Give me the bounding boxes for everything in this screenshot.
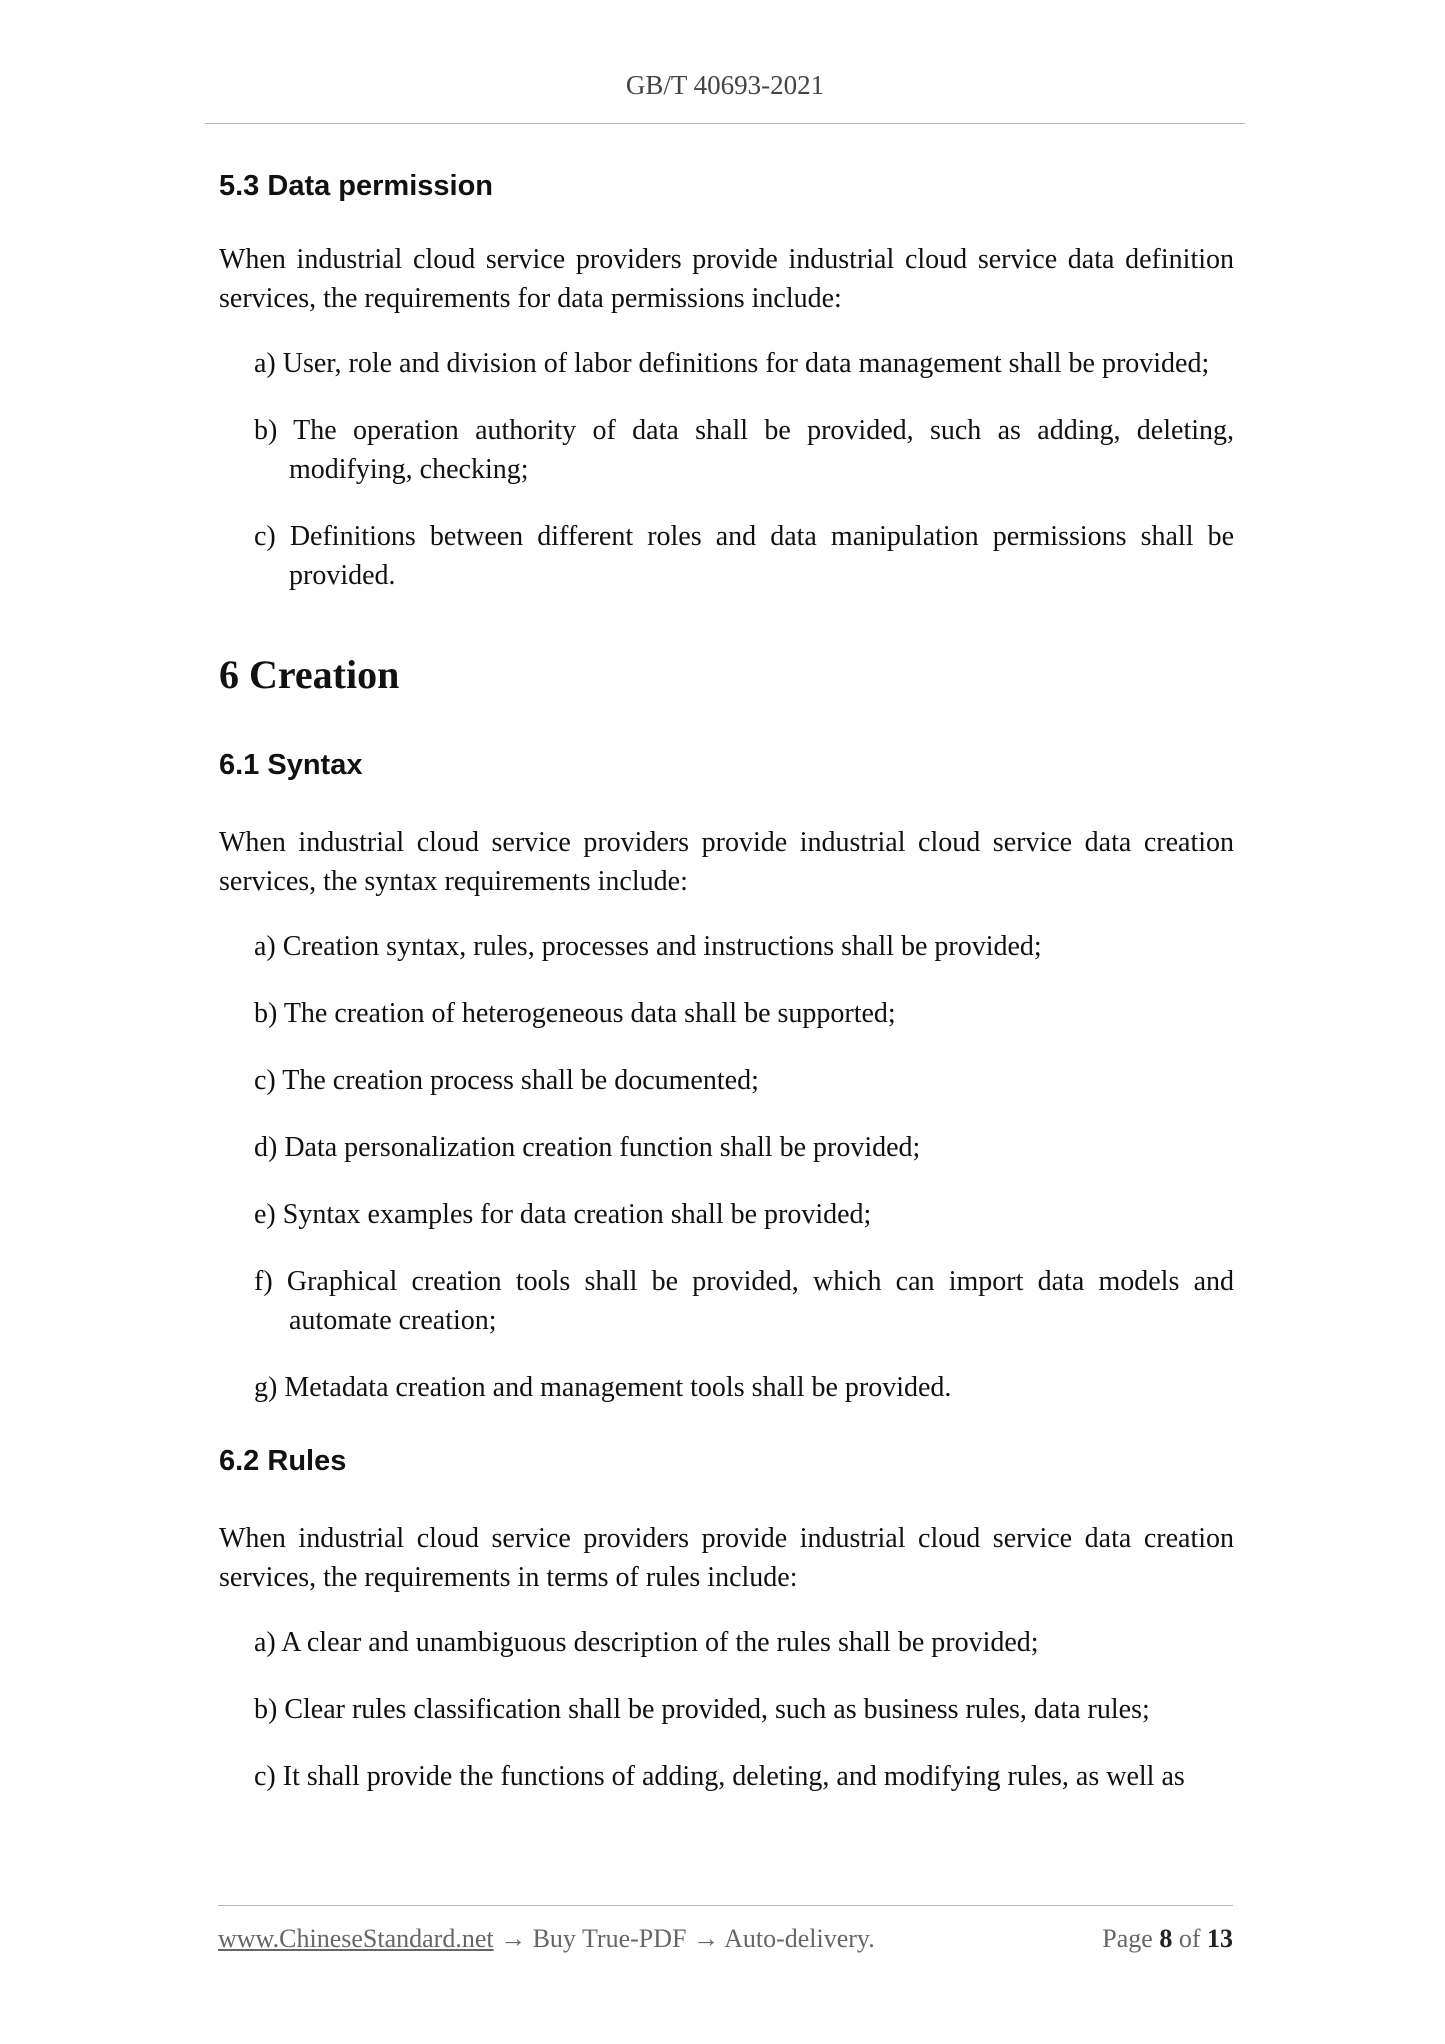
section-5-3-title: 5.3 Data permission [219,170,493,202]
site-link[interactable]: www.ChineseStandard.net [218,1924,494,1953]
delivery-text: Auto-delivery. [724,1924,875,1953]
list-item: c) It shall provide the functions of adding, deleting, and modifying rules, as well as [254,1761,1185,1792]
section-5-3-list [219,344,1234,595]
list-item: a) Creation syntax, rules, processes and instructions shall be provided; [254,931,1042,962]
section-6-1-list [219,927,1234,1407]
page-header [205,70,1245,124]
list-item: b) The operation authority of data shall be provided, such as adding, deleting, modifying, checking; [254,415,1234,485]
section-6-title: 6 Creation [219,652,400,697]
list-item: a) A clear and unambiguous description of the rules shall be provided; [254,1627,1039,1658]
arrow-right-icon: → [500,1924,527,1953]
document-id: GB/T 40693-2021 [625,70,825,100]
document-body [219,160,1234,1824]
page-word: Page [1102,1924,1153,1953]
page-number: 8 [1159,1924,1173,1953]
footer-links [218,1924,875,1954]
page-footer [218,1905,1233,1954]
arrow-right-icon: → [693,1924,719,1953]
list-item: b) The creation of heterogeneous data shall be supported; [254,998,896,1029]
of-word: of [1178,1924,1201,1953]
list-item: d) Data personalization creation function shall be provided; [254,1132,921,1163]
page-total: 13 [1207,1924,1233,1953]
section-6-1-intro: When industrial cloud service providers provide industrial cloud service data creation services, the syntax requirements include: [219,827,1234,897]
list-item: e) Syntax examples for data creation shall be provided; [254,1199,872,1230]
list-item: a) User, role and division of labor definitions for data management shall be provided; [254,348,1210,379]
list-item: b) Clear rules classification shall be provided, such as business rules, data rules; [254,1694,1150,1725]
section-6-2-title: 6.2 Rules [219,1445,347,1477]
section-6-1-title: 6.1 Syntax [219,749,363,781]
buy-pdf-text: Buy True-PDF [532,1924,687,1953]
section-6-2-intro: When industrial cloud service providers provide industrial cloud service data creation services, the requirements in terms of rules include: [219,1523,1234,1593]
list-item: g) Metadata creation and management tools shall be provided. [254,1372,952,1403]
section-5-3-intro: When industrial cloud service providers provide industrial cloud service data definition services, the requirements for data permissions include: [219,244,1234,314]
list-item: c) The creation process shall be documented; [254,1065,759,1096]
section-6-2-list [219,1623,1234,1796]
list-item: f) Graphical creation tools shall be provided, which can import data models and automate creation; [254,1266,1234,1336]
list-item: c) Definitions between different roles and data manipulation permissions shall be provided. [254,521,1234,591]
page-indicator [1102,1924,1233,1954]
